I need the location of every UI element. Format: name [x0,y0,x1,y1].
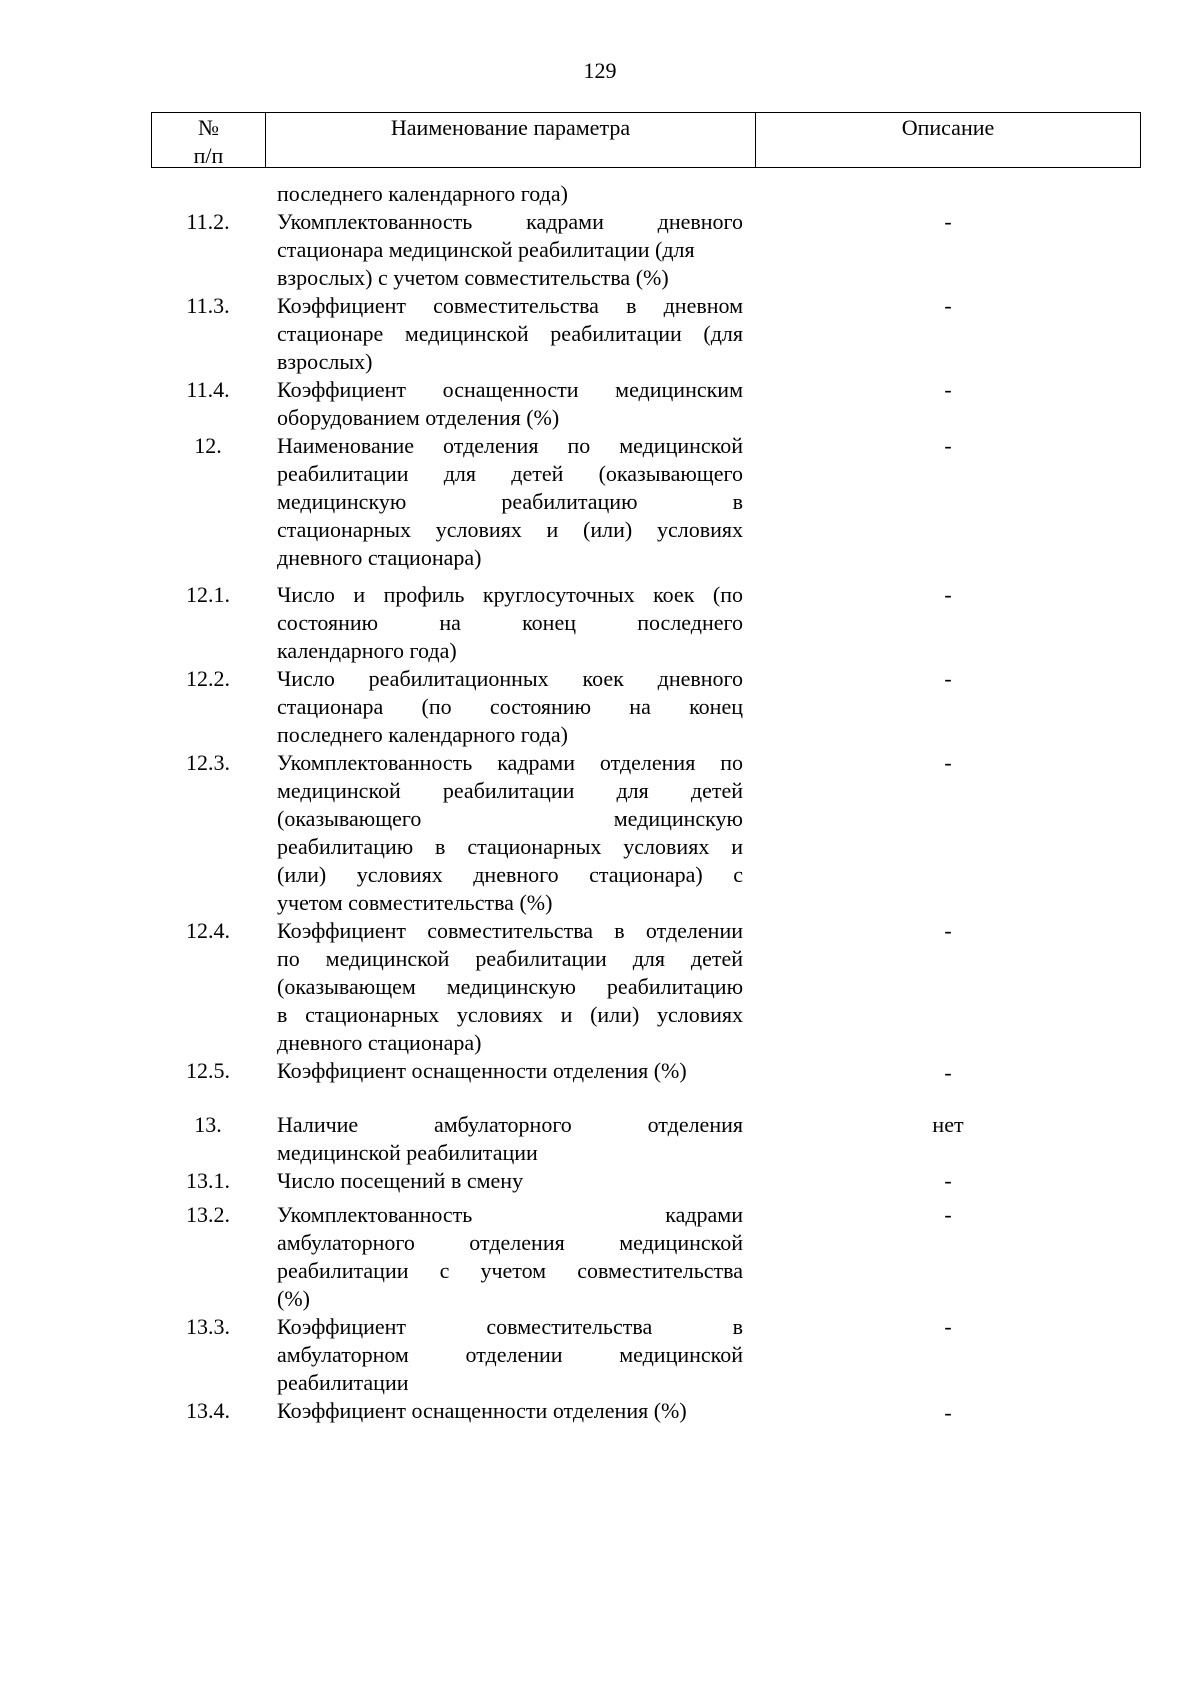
row-parameter-name [277,1057,743,1085]
header-description: Описание [901,115,995,140]
row-parameter-name [277,1201,743,1313]
header-number-column [152,113,266,167]
row-description: - [944,1168,952,1193]
row-number: 11.2. [186,209,230,234]
row-parameter-line: дневного стационара) [277,545,482,570]
row-parameter-line: последнего календарного года) [277,722,568,747]
row-parameter-line: календарного года) [277,638,457,663]
row-parameter-line: состоянию на конец последнего [277,610,743,635]
row-parameter-line: реабилитацию в стационарных условиях и [277,834,743,859]
row-parameter-name [277,180,743,208]
row-parameter-name [277,917,743,1057]
row-parameter-line: Коэффициент совместительства в [277,1314,743,1339]
row-description: - [944,293,952,318]
row-parameter-line: стационарных условиях и (или) условиях [277,517,743,542]
row-parameter-line: (%) [277,1286,310,1311]
row-parameter-name [277,432,743,572]
row-parameter-line: Наличие амбулаторного отделения [277,1112,743,1137]
header-parameter-name: Наименование параметра [266,113,756,167]
row-number: 13.3. [186,1314,230,1339]
row-parameter-line: (оказывающем медицинскую реабилитацию [277,974,743,999]
row-parameter-line: Укомплектованность кадрами дневного [277,209,743,234]
row-parameter-line: Число реабилитационных коек дневного [277,666,743,691]
row-parameter-name [277,376,743,432]
header-number-abbrev: п/п [193,143,224,168]
row-parameter-line: Коэффициент оснащенности медицинским [277,377,743,402]
row-parameter-name [277,749,743,917]
row-description: - [944,1400,952,1425]
row-parameter-line: Укомплектованность кадрами [277,1202,743,1227]
row-parameter-line: Коэффициент совместительства в отделении [277,918,743,943]
row-parameter-line: стационара (по состоянию на конец [277,694,743,719]
row-parameter-line: Коэффициент оснащенности отделения (%) [277,1398,687,1423]
row-number: 12.4. [186,918,230,943]
row-parameter-line: Укомплектованность кадрами отделения по [277,750,743,775]
row-parameter-line: последнего календарного года) [277,181,568,206]
row-description: - [944,209,952,234]
row-number: 12. [194,433,222,458]
row-parameter-line: реабилитации с учетом совместительства [277,1258,743,1283]
row-description: - [944,1202,952,1227]
row-description: - [944,666,952,691]
row-parameter-line: по медицинской реабилитации для детей [277,946,743,971]
row-parameter-name [277,208,743,292]
row-description: - [944,750,952,775]
row-description: - [944,433,952,458]
row-parameter-line: стационара медицинской реабилитации (для [277,237,695,262]
row-number: 12.1. [186,582,230,607]
row-parameter-line: Число посещений в смену [277,1168,524,1193]
row-description: - [944,1314,952,1339]
page-number: 129 [583,58,617,83]
row-number: 13.2. [186,1202,230,1227]
row-description: нет [932,1112,964,1137]
row-parameter-line: (оказывающего медицинскую [277,806,743,831]
row-parameter-line: Наименование отделения по медицинской [277,433,743,458]
row-number: 13.4. [186,1398,230,1423]
row-number: 12.2. [186,666,230,691]
row-parameter-name [277,1111,743,1167]
row-parameter-line: стационаре медицинской реабилитации (для [277,321,743,346]
row-number: 11.3. [186,293,230,318]
row-parameter-line: взрослых) [277,349,373,374]
row-parameter-line: амбулаторном отделении медицинской [277,1342,743,1367]
row-parameter-line: медицинскую реабилитацию в [277,489,743,514]
row-parameter-line: оборудованием отделения (%) [277,405,560,430]
row-parameter-name [277,1397,743,1425]
row-parameter-line: в стационарных условиях и (или) условиях [277,1002,743,1027]
row-parameter-line: Коэффициент оснащенности отделения (%) [277,1058,687,1083]
row-parameter-line: (или) условиях дневного стационара) с [277,862,743,887]
row-description: - [944,377,952,402]
row-parameter-line: реабилитации [277,1370,409,1395]
row-parameter-name [277,1167,743,1195]
row-number: 13.1. [186,1168,230,1193]
row-parameter-name [277,292,743,376]
row-parameter-line: Коэффициент совместительства в дневном [277,293,743,318]
row-parameter-name [277,1313,743,1397]
row-description: - [944,582,952,607]
row-parameter-line: медицинской реабилитации для детей [277,778,743,803]
row-parameter-line: реабилитации для детей (оказывающего [277,461,743,486]
row-number: 12.3. [186,750,230,775]
row-parameter-line: взрослых) с учетом совместительства (%) [277,265,669,290]
row-parameter-line: дневного стационара) [277,1030,482,1055]
table-header [151,112,1141,168]
row-number: 11.4. [186,377,230,402]
row-description: - [944,918,952,943]
row-parameter-line: учетом совместительства (%) [277,890,553,915]
row-parameter-line: медицинской реабилитации [277,1140,538,1165]
row-parameter-name [277,665,743,749]
row-parameter-line: амбулаторного отделения медицинской [277,1230,743,1255]
row-number: 13. [194,1112,222,1137]
header-number-symbol: № [198,115,219,140]
row-parameter-name [277,581,743,665]
row-parameter-line: Число и профиль круглосуточных коек (по [277,582,743,607]
row-number: 12.5. [186,1058,230,1083]
row-description: - [944,1060,952,1085]
